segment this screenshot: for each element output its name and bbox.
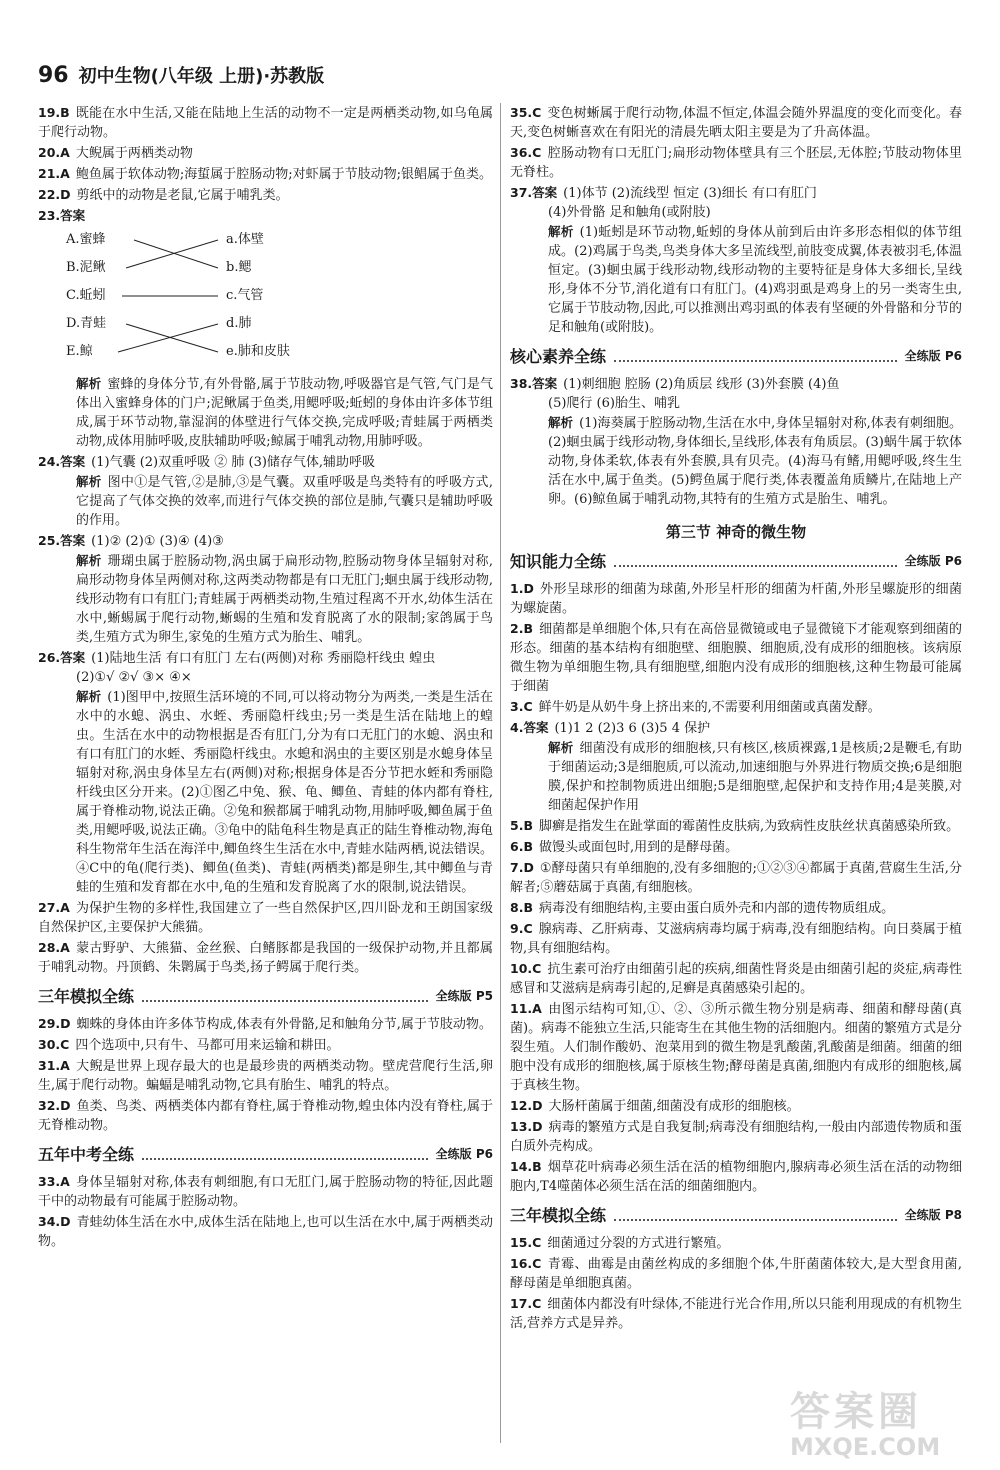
answer-item: 21.A 鲍鱼属于软体动物;海蜇属于腔肠动物;对虾属于节肢动物;银鲳属于鱼类。 — [38, 166, 492, 182]
page-number: 96 — [38, 63, 69, 88]
answer-item: 33.A 身体呈辐射对称,体表有刺细胞,有口无肛门,属于腔肠动物的特征,因此题干中的动物最有可能属于腔肠动物。 — [38, 1174, 493, 1209]
answer-item-23: 23.答案 A.蜜蜂 B.泥鳅 C.蚯蚓 D.青蛙 E.鲸 a.体壁 b.鳃 c.气管 d.肺 e.肺和皮肤 解析 蜜蜂的身体分节,有外骨骼,属于节肢动物,呼吸器官是气管,气门是气体出入蜜蜂身体的门户;泥鳅属于鱼类,用鳃呼吸;蚯蚓的身体由许多体节组成,属于环节动物,靠湿润的体壁进行气体交换,完成呼吸;青蛙属于两栖类动物,成体用肺呼吸,皮肤辅助呼吸;鲸属于哺乳动物,用肺呼吸。 — [38, 208, 493, 449]
answer-item: 19.B 既能在水中生活,又能在陆地上生活的动物不一定是两栖类动物,如乌龟属于爬行动物。 — [38, 105, 493, 140]
answer-item: 22.D 剪纸中的动物是老鼠,它属于哺乳类。 — [38, 187, 289, 203]
section-header: 知识能力全练 全练版 P6 — [510, 552, 962, 571]
answer-item: 14.B 烟草花叶病毒必须生活在活的植物细胞内,腺病毒必须生活在活的动物细胞内,T4噬菌体必须生活在活的细菌细胞内。 — [510, 1159, 962, 1194]
answer-item: 11.A 由图示结构可知,①、②、③所示微生物分别是病毒、细菌和酵母菌(真菌)。病毒不能独立生活,只能寄生在其他生物的活细胞内。细菌的繁殖方式是分裂生殖。人们制作酸奶、泡菜用到的微生物是乳酸菌,乳酸菌是细菌。细菌的细胞中没有成形的细胞核,属于原核生物;酵母菌是真菌,细胞内有成形的细胞核,属于真核生物。 — [510, 1001, 962, 1093]
answer-item: 24.答案 (1)气囊 (2)双重呼吸 ② 肺 (3)储存气体,辅助呼吸 解析 图中①是气管,②是肺,③是气囊。双重呼吸是鸟类特有的呼吸方式,它提高了气体交换的效率,而进行气体交换的部位是肺,气囊只是辅助呼吸的作用。 — [38, 454, 493, 528]
answer-item: 15.C 细菌通过分裂的方式进行繁殖。 — [510, 1235, 730, 1251]
answer-item: 6.B 做馒头或面包时,用到的是酵母菌。 — [510, 839, 739, 855]
match-left-c: C.蚯蚓 — [66, 288, 106, 303]
right-column — [510, 103, 962, 1334]
answer-item: 4.答案 (1)1 2 (2)3 6 (3)5 4 保护 解析 细菌没有成形的细胞核,只有核区,核质裸露,1是核质;2是鞭毛,有助于细菌运动;3是细胞质,可以流动,加速细胞与外界进行物质交换;6是细胞膜,保护和控制物质进出细胞;5是细胞壁,起保护和支持作用;4是荚膜,对细菌起保护作用 — [510, 720, 962, 813]
answer-item: 38.答案 (1)刺细胞 腔肠 (2)角质层 线形 (3)外套膜 (4)鱼 (5)爬行 (6)胎生、哺乳 解析 (1)海葵属于腔肠动物,生活在水中,身体呈辐射对称,体表有刺细胞。(2)蛔虫属于线形动物,身体细长,呈线形,体表有角质层。(3)蜗牛属于软体动物,身体柔软,体表有外套膜,具有贝壳。(4)海马有鳍,用鳃呼吸,终生生活在水中,属于鱼类。(5)鳄鱼属于爬行类,体表覆盖角质鳞片,在陆地上产卵。(6)鲸鱼属于哺乳动物,其特有的生殖方式是胎生、哺乳。 — [510, 376, 962, 507]
page-header — [38, 62, 324, 88]
match-left-a: A.蜜蜂 — [66, 232, 106, 247]
section-header: 三年模拟全练 全练版 P8 — [510, 1206, 962, 1225]
match-left-d: D.青蛙 — [66, 316, 107, 331]
match-left-b: B.泥鳅 — [66, 260, 106, 275]
match-right-e: e.肺和皮肤 — [226, 344, 290, 359]
match-right-a: a.体壁 — [226, 232, 264, 247]
answer-item: 20.A 大鲵属于两栖类动物 — [38, 145, 193, 161]
answer-item: 10.C 抗生素可治疗由细菌引起的疾病,细菌性肾炎是由细菌引起的炎症,病毒性感冒和艾滋病是病毒引起的,足癣是真菌感染引起的。 — [510, 961, 962, 996]
answer-item: 26.答案 (1)陆地生活 有口有肛门 左右(两侧)对称 秀丽隐杆线虫 蝗虫 (2)①√ ②√ ③× ④× 解析 (1)图甲中,按照生活环境的不同,可以将动物分为两类,一类是生活在水中的水螅、涡虫、水蛭、秀丽隐杆线虫;另一类是生活在陆地上的蝗虫。生活在水中的动物根据是否有肛门,分为有口无肛门的水螅、涡虫和有口有肛门的水蛭、秀丽隐杆线虫。水螅和涡虫的主要区别是水螅身体呈辐射对称,涡虫身体呈左右(两侧)对称;根据身体是否分节把水蛭和秀丽隐杆线虫区分开来。(2)①图乙中兔、猴、龟、鲫鱼、青蛙的体内都有脊柱,属于脊椎动物,说法正确。②兔和猴都属于哺乳动物,用肺呼吸,鲫鱼属于鱼类,用鳃呼吸,说法正确。③龟中的陆龟科生物是真正的陆生脊椎动物,海龟科生物常年生活在海洋中,鲫鱼终生生活在水中,青蛙水陆两栖,说法错误。④C中的龟(爬行类)、鲫鱼(鱼类)、青蛙(两栖类)都是卵生,其中鲫鱼与青蛙的生殖和发育都在水中,龟的生殖和发育脱离了水的限制,说法错误。 — [38, 650, 493, 895]
answer-item: 37.答案 (1)体节 (2)流线型 恒定 (3)细长 有口有肛门 (4)外骨骼 足和触角(或附肢) 解析 (1)蚯蚓是环节动物,蚯蚓的身体从前到后由许多形态相似的体节组成。(2)鸡属于鸟类,鸟类身体大多呈流线型,前肢变成翼,体表被羽毛,体温恒定。(3)蛔虫属于线形动物,线形动物的主要特征是身体大多细长,呈线形,身体不分节,消化道有口有肛门。(4)鸡羽虱是鸡身上的另一类寄生虫,它属于节肢动物,因此,可以推测出鸡羽虱的体表有坚硬的外骨骼和分节的足和触角(或附肢)。 — [510, 185, 962, 335]
answer-item: 31.A 大鲵是世界上现存最大的也是最珍贵的两栖类动物。壁虎营爬行生活,卵生,属于爬行动物。蝙蝠是哺乳动物,它具有胎生、哺乳的特点。 — [38, 1058, 493, 1093]
match-right-d: d.肺 — [226, 316, 252, 331]
answer-item: 16.C 青霉、曲霉是由菌丝构成的多细胞个体,牛肝菌菌体较大,是大型食用菌,酵母菌是单细胞真菌。 — [510, 1256, 962, 1291]
watermark-logo: 答案圈 MXQE.COM — [790, 1389, 941, 1461]
answer-item: 3.C 鲜牛奶是从奶牛身上挤出来的,不需要利用细菌或真菌发酵。 — [510, 699, 881, 715]
answer-item: 5.B 脚癣是指发生在趾掌面的霉菌性皮肤病,为致病性皮肤丝状真菌感染所致。 — [510, 818, 960, 834]
answer-item: 29.D 蜘蛛的身体由许多体节构成,体表有外骨骼,足和触角分节,属于节肢动物。 — [38, 1016, 492, 1032]
match-right-b: b.鳃 — [226, 260, 252, 275]
section-header: 五年中考全练 全练版 P6 — [38, 1145, 493, 1164]
answer-item: 34.D 青蛙幼体生活在水中,成体生活在陆地上,也可以生活在水中,属于两栖类动物。 — [38, 1214, 493, 1249]
answer-item: 7.D ①酵母菌只有单细胞的,没有多细胞的;①②③④都属于真菌,营腐生生活,分解者;⑤蘑菇属于真菌,有细胞核。 — [510, 860, 962, 895]
section-header: 核心素养全练 全练版 P6 — [510, 347, 962, 366]
match-right-c: c.气管 — [226, 288, 264, 303]
answer-item: 9.C 腺病毒、乙肝病毒、艾滋病病毒均属于病毒,没有细胞结构。向日葵属于植物,具有细胞结构。 — [510, 921, 962, 956]
section-header: 三年模拟全练 全练版 P5 — [38, 987, 493, 1006]
matching-diagram — [38, 228, 298, 370]
match-left-e: E.鲸 — [66, 344, 93, 359]
column-divider — [500, 103, 501, 1443]
answer-item: 12.D 大肠杆菌属于细菌,细菌没有成形的细胞核。 — [510, 1098, 800, 1114]
answer-item: 13.D 病毒的繁殖方式是自我复制;病毒没有细胞结构,一般由内部遗传物质和蛋白质外壳构成。 — [510, 1119, 962, 1154]
left-column — [38, 103, 493, 1252]
answer-item: 32.D 鱼类、鸟类、两栖类体内都有脊柱,属于脊椎动物,蝗虫体内没有脊柱,属于无脊椎动物。 — [38, 1098, 493, 1133]
answer-item: 30.C 四个选项中,只有牛、马都可用来运输和耕田。 — [38, 1037, 340, 1053]
answer-item: 35.C 变色树蜥属于爬行动物,体温不恒定,体温会随外界温度的变化而变化。春天,变色树蜥喜欢在有阳光的清晨先晒太阳主要是为了升高体温。 — [510, 105, 962, 140]
answer-item: 2.B 细菌都是单细胞个体,只有在高倍显微镜或电子显微镜下才能观察到细菌的形态。细菌的基本结构有细胞壁、细胞膜、细胞质,没有成形的细胞核。该病原微生物为单细胞生物,具有细胞壁,细胞内没有成形的细胞核,这种生物最可能属于细菌 — [510, 621, 962, 694]
answer-item: 17.C 细菌体内都没有叶绿体,不能进行光合作用,所以只能利用现成的有机物生活,营养方式是异养。 — [510, 1296, 962, 1331]
answer-item: 8.B 病毒没有细胞结构,主要由蛋白质外壳和内部的遗传物质组成。 — [510, 900, 895, 916]
chapter-title: 第三节 神奇的微生物 — [665, 523, 807, 541]
answer-item: 28.A 蒙古野驴、大熊猫、金丝猴、白鳍豚都是我国的一级保护动物,并且都属于哺乳动物。丹顶鹤、朱鹮属于鸟类,扬子鳄属于爬行类。 — [38, 940, 493, 975]
answer-item: 36.C 腔肠动物有口无肛门;扁形动物体壁具有三个胚层,无体腔;节肢动物体里无脊柱。 — [510, 145, 962, 180]
answer-item: 27.A 为保护生物的多样性,我国建立了一些自然保护区,四川卧龙和王朗国家级自然保护区,主要保护大熊猫。 — [38, 900, 493, 935]
book-title: 初中生物(八年级 上册)·苏教版 — [78, 66, 325, 87]
answer-item: 1.D 外形呈球形的细菌为球菌,外形呈杆形的细菌为杆菌,外形呈螺旋形的细菌为螺旋菌。 — [510, 581, 962, 616]
answer-item: 25.答案 (1)② (2)① (3)④ (4)③ 解析 珊瑚虫属于腔肠动物,涡虫属于扁形动物,腔肠动物身体呈辐射对称,扁形动物身体呈两侧对称,这两类动物都是有口无肛门;蛔虫属于线形动物,线形动物有口有肛门;青蛙属于两栖类动物,生殖过程离不开水,幼体生活在水中,蜥蜴属于爬行动物,蜥蜴的生殖和发育脱离了水的限制;家鸽属于鸟类,生殖方式为卵生,家兔的生殖方式为胎生、哺乳。 — [38, 533, 493, 645]
